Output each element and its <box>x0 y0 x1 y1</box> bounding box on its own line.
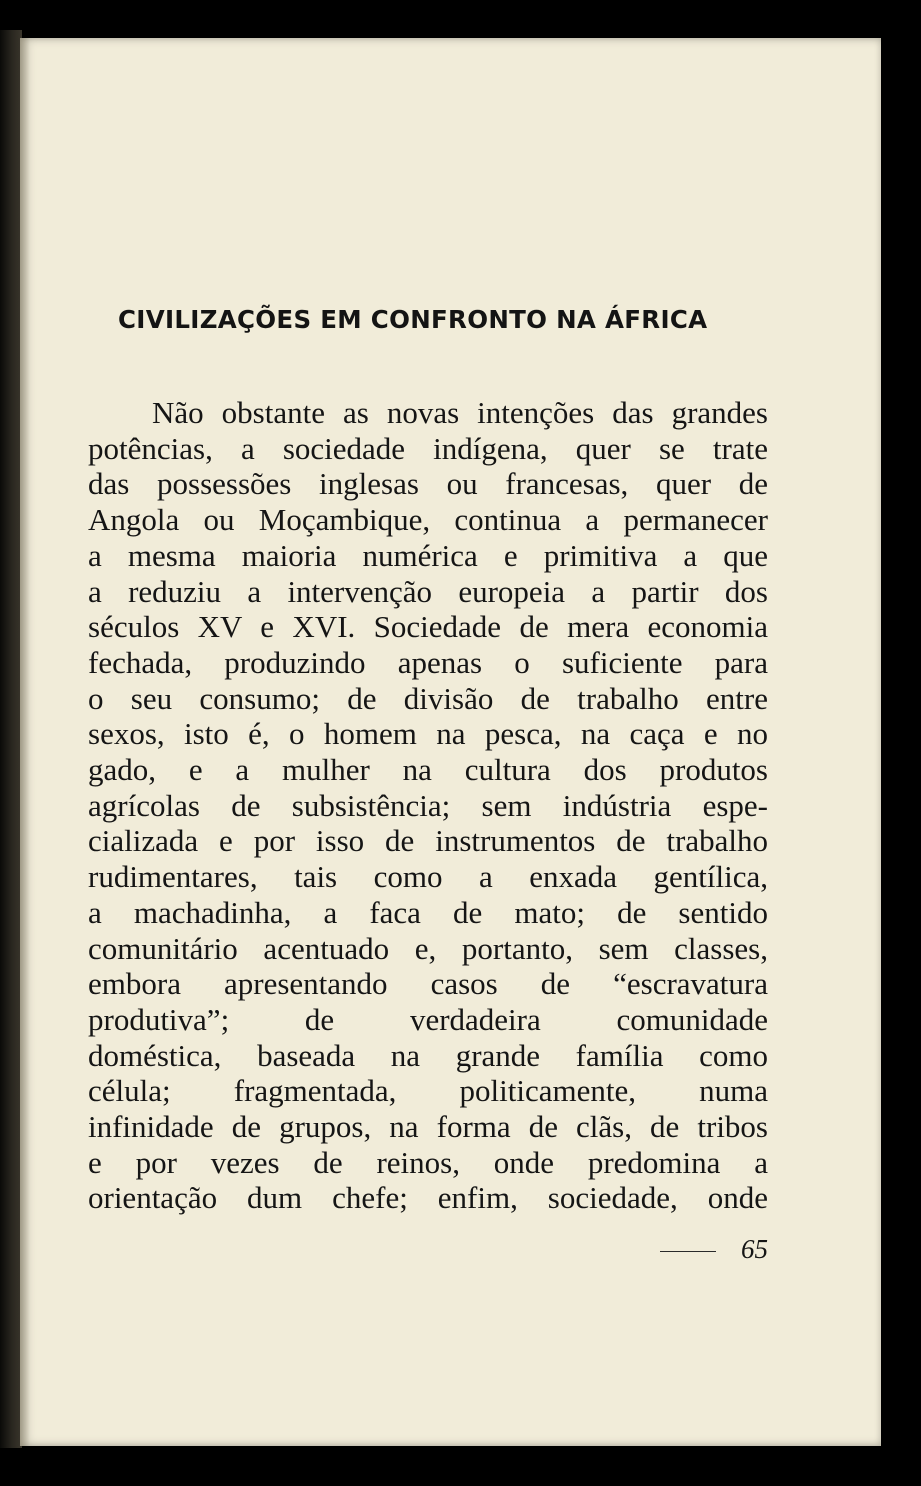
page-number: 65 <box>741 1234 768 1264</box>
book-spine-shadow <box>0 30 22 1448</box>
text-line: a mesma maioria numérica e primitiva a que <box>88 537 768 573</box>
text-line: e por vezes de reinos, onde predomina a <box>88 1144 768 1180</box>
text-line: orientação dum chefe; enfim, sociedade, onde <box>88 1180 768 1216</box>
text-line: Angola ou Moçambique, continua a permanecer <box>88 502 768 538</box>
text-line: célula; fragmentada, politicamente, numa <box>88 1073 768 1109</box>
text-line: das possessões inglesas ou francesas, quer de <box>88 466 768 502</box>
body-paragraph <box>88 395 768 1216</box>
text-line: potências, a sociedade indígena, quer se trate <box>88 430 768 466</box>
text-line: rudimentares, tais como a enxada gentílica, <box>88 859 768 895</box>
chapter-heading: CIVILIZAÇÕES EM CONFRONTO NA ÁFRICA <box>118 305 708 334</box>
text-line: a reduziu a intervenção europeia a partir dos <box>88 573 768 609</box>
page-footer <box>660 1234 768 1270</box>
text-line: doméstica, baseada na grande família como <box>88 1037 768 1073</box>
page-gutter-shading <box>20 38 30 1446</box>
text-line: a machadinha, a faca de mato; de sentido <box>88 894 768 930</box>
text-line: cializada e por isso de instrumentos de trabalho <box>88 823 768 859</box>
text-line: sexos, isto é, o homem na pesca, na caça e no <box>88 716 768 752</box>
text-line: comunitário acentuado e, portanto, sem classes, <box>88 930 768 966</box>
footer-rule <box>660 1251 716 1252</box>
text-line: Não obstante as novas intenções das grandes <box>152 395 768 430</box>
text-line: embora apresentando casos de “escravatura <box>88 966 768 1002</box>
text-line: infinidade de grupos, na forma de clãs, de tribos <box>88 1109 768 1145</box>
text-line: gado, e a mulher na cultura dos produtos <box>88 752 768 788</box>
text-line: séculos XV e XVI. Sociedade de mera economia <box>88 609 768 645</box>
text-line: produtiva”; de verdadeira comunidade <box>88 1001 768 1037</box>
text-line: agrícolas de subsistência; sem indústria espe- <box>88 787 768 823</box>
text-line: o seu consumo; de divisão de trabalho entre <box>88 680 768 716</box>
text-line: fechada, produzindo apenas o suficiente para <box>88 644 768 680</box>
